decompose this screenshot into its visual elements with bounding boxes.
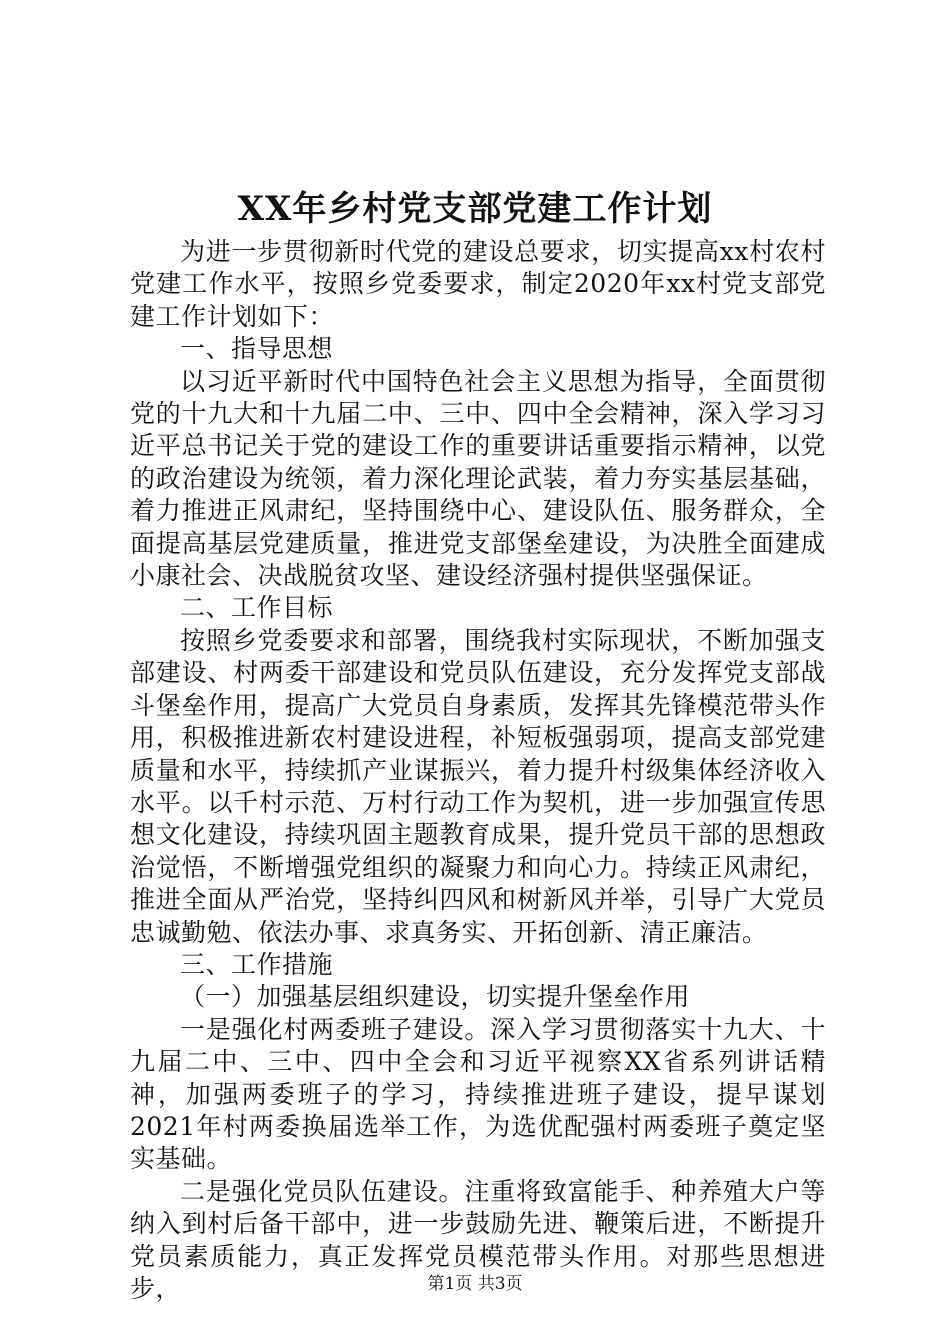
document-title: XX年乡村党支部党建工作计划 — [237, 189, 713, 229]
paragraph-measure-two: 二是强化党员队伍建设。注重将致富能手、种养殖大户等纳入到村后备干部中，进一步鼓励先进、鞭策后进，不断提升党员素质能力，真正发挥党员模范带头作用。对那些思想进步， — [130, 1176, 826, 1303]
paragraph-guiding-thought: 以习近平新时代中国特色社会主义思想为指导，全面贯彻党的十九大和十九届二中、三中、四中全会精神，深入学习习近平总书记关于党的建设工作的重要讲话重要指示精神，以党的政治建设为统领，着力深化理论武装，着力夯实基层基础，着力推进正风肃纪，坚持围绕中心、建设队伍、服务群众，全面提高基层党建质量，推进党支部堡垒建设，为决胜全面建成小康社会、决战脱贫攻坚、建设经济强村提供坚强保证。 — [130, 366, 826, 591]
section-heading-guiding-thought: 一、指导思想 — [180, 334, 334, 364]
paragraph-measure-one: 一是强化村两委班子建设。深入学习贯彻落实十九大、十九届二中、三中、四中全会和习近平视察XX省系列讲话精神，加强两委班子的学习，持续推进班子建设，提早谋划2021年村两委换届选举工作，为选优配强村两委班子奠定坚实基础。 — [130, 1014, 826, 1174]
page-footer: 第1页 共3页 — [427, 1274, 523, 1294]
paragraph-work-goals: 按照乡党委要求和部署，围绕我村实际现状，不断加强支部建设、村两委干部建设和党员队伍建设，充分发挥党支部战斗堡垒作用，提高广大党员自身素质，发挥其先锋模范带头作用，积极推进新农村建设进程，补短板强弱项，提高支部党建质量和水平，持续抓产业谋振兴，着力提升村级集体经济收入水平。以千村示范、万村行动工作为契机，进一步加强宣传思想文化建设，持续巩固主题教育成果，提升党员干部的思想政治觉悟，不断增强党组织的凝聚力和向心力。持续正风肃纪，推进全面从严治党，坚持纠四风和树新风并举，引导广大党员忠诚勤勉、依法办事、求真务实、开拓创新、清正廉洁。 — [130, 625, 826, 947]
document-body — [130, 236, 826, 1305]
subsection-heading-organization: （一）加强基层组织建设，切实提升堡垒作用 — [180, 982, 691, 1012]
paragraph-intro: 为进一步贯彻新时代党的建设总要求，切实提高xx村农村党建工作水平，按照乡党委要求，制定2020年xx村党支部党建工作计划如下： — [130, 237, 826, 331]
section-heading-work-goals: 二、工作目标 — [180, 593, 334, 623]
section-heading-work-measures: 三、工作措施 — [180, 949, 334, 979]
